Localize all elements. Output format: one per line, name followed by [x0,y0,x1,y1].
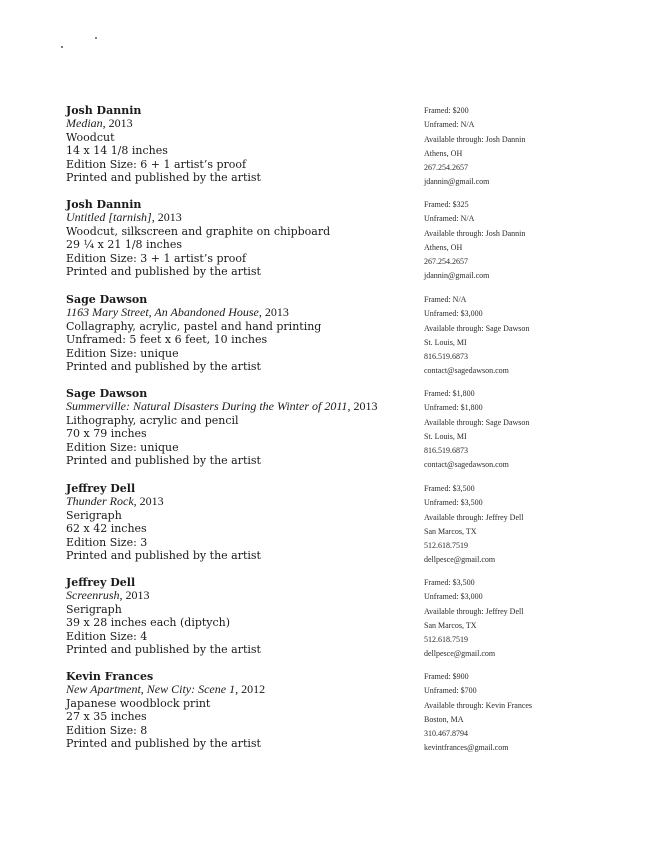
unframed-price: Unframed: $1,800 [424,403,483,413]
edition-size: Edition Size: 3 + 1 artist’s proof [66,251,247,265]
artwork-details [66,576,406,656]
scan-speck [61,46,63,48]
artwork-title-line [66,400,406,413]
artwork-medium: Collagraphy, acrylic, pastel and hand printing [66,319,322,333]
publisher-note: Printed and published by the artist [66,549,261,563]
unframed-price: Unframed: N/A [424,214,475,224]
artist-email: contact@sagedawson.com [424,366,509,376]
publisher-note: Printed and published by the artist [66,454,261,468]
unframed-price: Unframed: $700 [424,686,477,696]
artist-location: Boston, MA [424,714,464,724]
artist-phone: 816.519.6873 [424,352,468,362]
artwork-title-line [66,495,406,508]
artwork-title-line [66,211,406,224]
artwork-details [66,670,406,750]
artist-phone: 816.519.6873 [424,446,468,456]
artwork-year: , 2013 [119,588,150,603]
pricing-contact [424,576,639,662]
framed-price: Framed: $1,800 [424,389,475,398]
artist-name: Sage Dawson [66,387,148,400]
artwork-medium: Woodcut, silkscreen and graphite on chipboard [66,224,331,238]
artwork-details [66,293,406,373]
scan-speck [95,37,97,39]
unframed-price: Unframed: $3,500 [424,498,483,508]
artwork-title: Median [66,116,103,131]
artist-name: Kevin Frances [66,670,154,683]
framed-price: Framed: $200 [424,106,469,115]
artist-name: Josh Dannin [66,104,142,117]
artwork-title: 1163 Mary Street, An Abandoned House [66,305,259,320]
artwork-medium: Woodcut [66,130,115,144]
artist-email: contact@sagedawson.com [424,460,509,470]
artwork-medium: Serigraph [66,508,122,522]
available-through: Available through: Jeffrey Dell [424,512,524,522]
framed-price: Framed: $325 [424,200,469,209]
artist-phone: 512.618.7519 [424,635,468,645]
artwork-year: , 2012 [235,682,266,697]
artist-location: St. Louis, MI [424,431,467,441]
artist-phone: 512.618.7519 [424,541,468,551]
artwork-dimensions: 39 x 28 inches each (diptych) [66,616,231,630]
artist-email: kevintfrances@gmail.com [424,743,509,753]
edition-size: Edition Size: unique [66,440,179,454]
artwork-dimensions: 70 x 79 inches [66,427,147,441]
artwork-title-line [66,306,406,319]
artwork-medium: Lithography, acrylic and pencil [66,413,239,427]
artist-email: dellpesce@gmail.com [424,649,496,659]
edition-size: Edition Size: 4 [66,629,148,643]
unframed-price: Unframed: N/A [424,120,475,130]
artist-name: Jeffrey Dell [66,482,136,495]
artist-phone: 267.254.2657 [424,163,468,173]
artwork-dimensions: Unframed: 5 feet x 6 feet, 10 inches [66,333,268,347]
edition-size: Edition Size: 3 [66,535,148,549]
pricing-contact [424,387,639,473]
framed-price: Framed: $900 [424,672,469,681]
artwork-details [66,482,406,562]
artwork-medium: Japanese woodblock print [66,696,211,710]
pricing-contact [424,482,639,568]
available-through: Available through: Sage Dawson [424,417,530,427]
available-through: Available through: Kevin Frances [424,700,533,710]
artwork-details [66,198,406,278]
artist-location: San Marcos, TX [424,526,477,536]
available-through: Available through: Jeffrey Dell [424,606,524,616]
artist-phone: 267.254.2657 [424,257,468,267]
publisher-note: Printed and published by the artist [66,737,261,751]
publisher-note: Printed and published by the artist [66,643,261,657]
artwork-medium: Serigraph [66,602,122,616]
available-through: Available through: Sage Dawson [424,323,530,333]
edition-size: Edition Size: 8 [66,723,148,737]
pricing-contact [424,104,639,190]
framed-price: Framed: $3,500 [424,484,475,493]
artist-email: jdannin@gmail.com [424,177,490,187]
framed-price: Framed: N/A [424,295,467,304]
edition-size: Edition Size: 6 + 1 artist’s proof [66,157,247,171]
artwork-dimensions: 29 ¼ x 21 1/8 inches [66,238,183,252]
artwork-title-line [66,117,406,130]
artwork-dimensions: 14 x 14 1/8 inches [66,144,168,158]
artist-name: Sage Dawson [66,293,148,306]
artwork-title-line [66,683,406,696]
artwork-title: Thunder Rock [66,494,134,509]
artwork-details [66,104,406,184]
artwork-year: , 2013 [258,305,289,320]
artist-location: St. Louis, MI [424,337,467,347]
unframed-price: Unframed: $3,000 [424,592,483,602]
artist-name: Jeffrey Dell [66,576,136,589]
pricing-contact [424,198,639,284]
artist-name: Josh Dannin [66,198,142,211]
artist-email: dellpesce@gmail.com [424,555,496,565]
artist-email: jdannin@gmail.com [424,271,490,281]
artwork-title-line [66,589,406,602]
artwork-year: , 2013 [102,116,133,131]
artwork-title: New Apartment, New City: Scene 1 [66,682,236,697]
edition-size: Edition Size: unique [66,346,179,360]
publisher-note: Printed and published by the artist [66,265,261,279]
artwork-year: , 2013 [347,399,378,414]
artist-location: Athens, OH [424,148,463,158]
artist-phone: 310.467.8794 [424,729,468,739]
publisher-note: Printed and published by the artist [66,171,261,185]
artwork-title: Untitled [tarnish] [66,210,152,225]
available-through: Available through: Josh Dannin [424,134,526,144]
artwork-dimensions: 62 x 42 inches [66,522,147,536]
artist-location: Athens, OH [424,242,463,252]
publisher-note: Printed and published by the artist [66,360,261,374]
artist-location: San Marcos, TX [424,620,477,630]
artwork-dimensions: 27 x 35 inches [66,710,147,724]
pricing-contact [424,670,639,756]
unframed-price: Unframed: $3,000 [424,309,483,319]
available-through: Available through: Josh Dannin [424,228,526,238]
artwork-title: Summerville: Natural Disasters During the Winter of 2011 [66,399,348,414]
artwork-year: , 2013 [133,494,164,509]
artwork-details [66,387,406,467]
artwork-year: , 2013 [151,210,182,225]
pricing-contact [424,293,639,379]
framed-price: Framed: $3,500 [424,578,475,587]
artwork-title: Screenrush [66,588,120,603]
